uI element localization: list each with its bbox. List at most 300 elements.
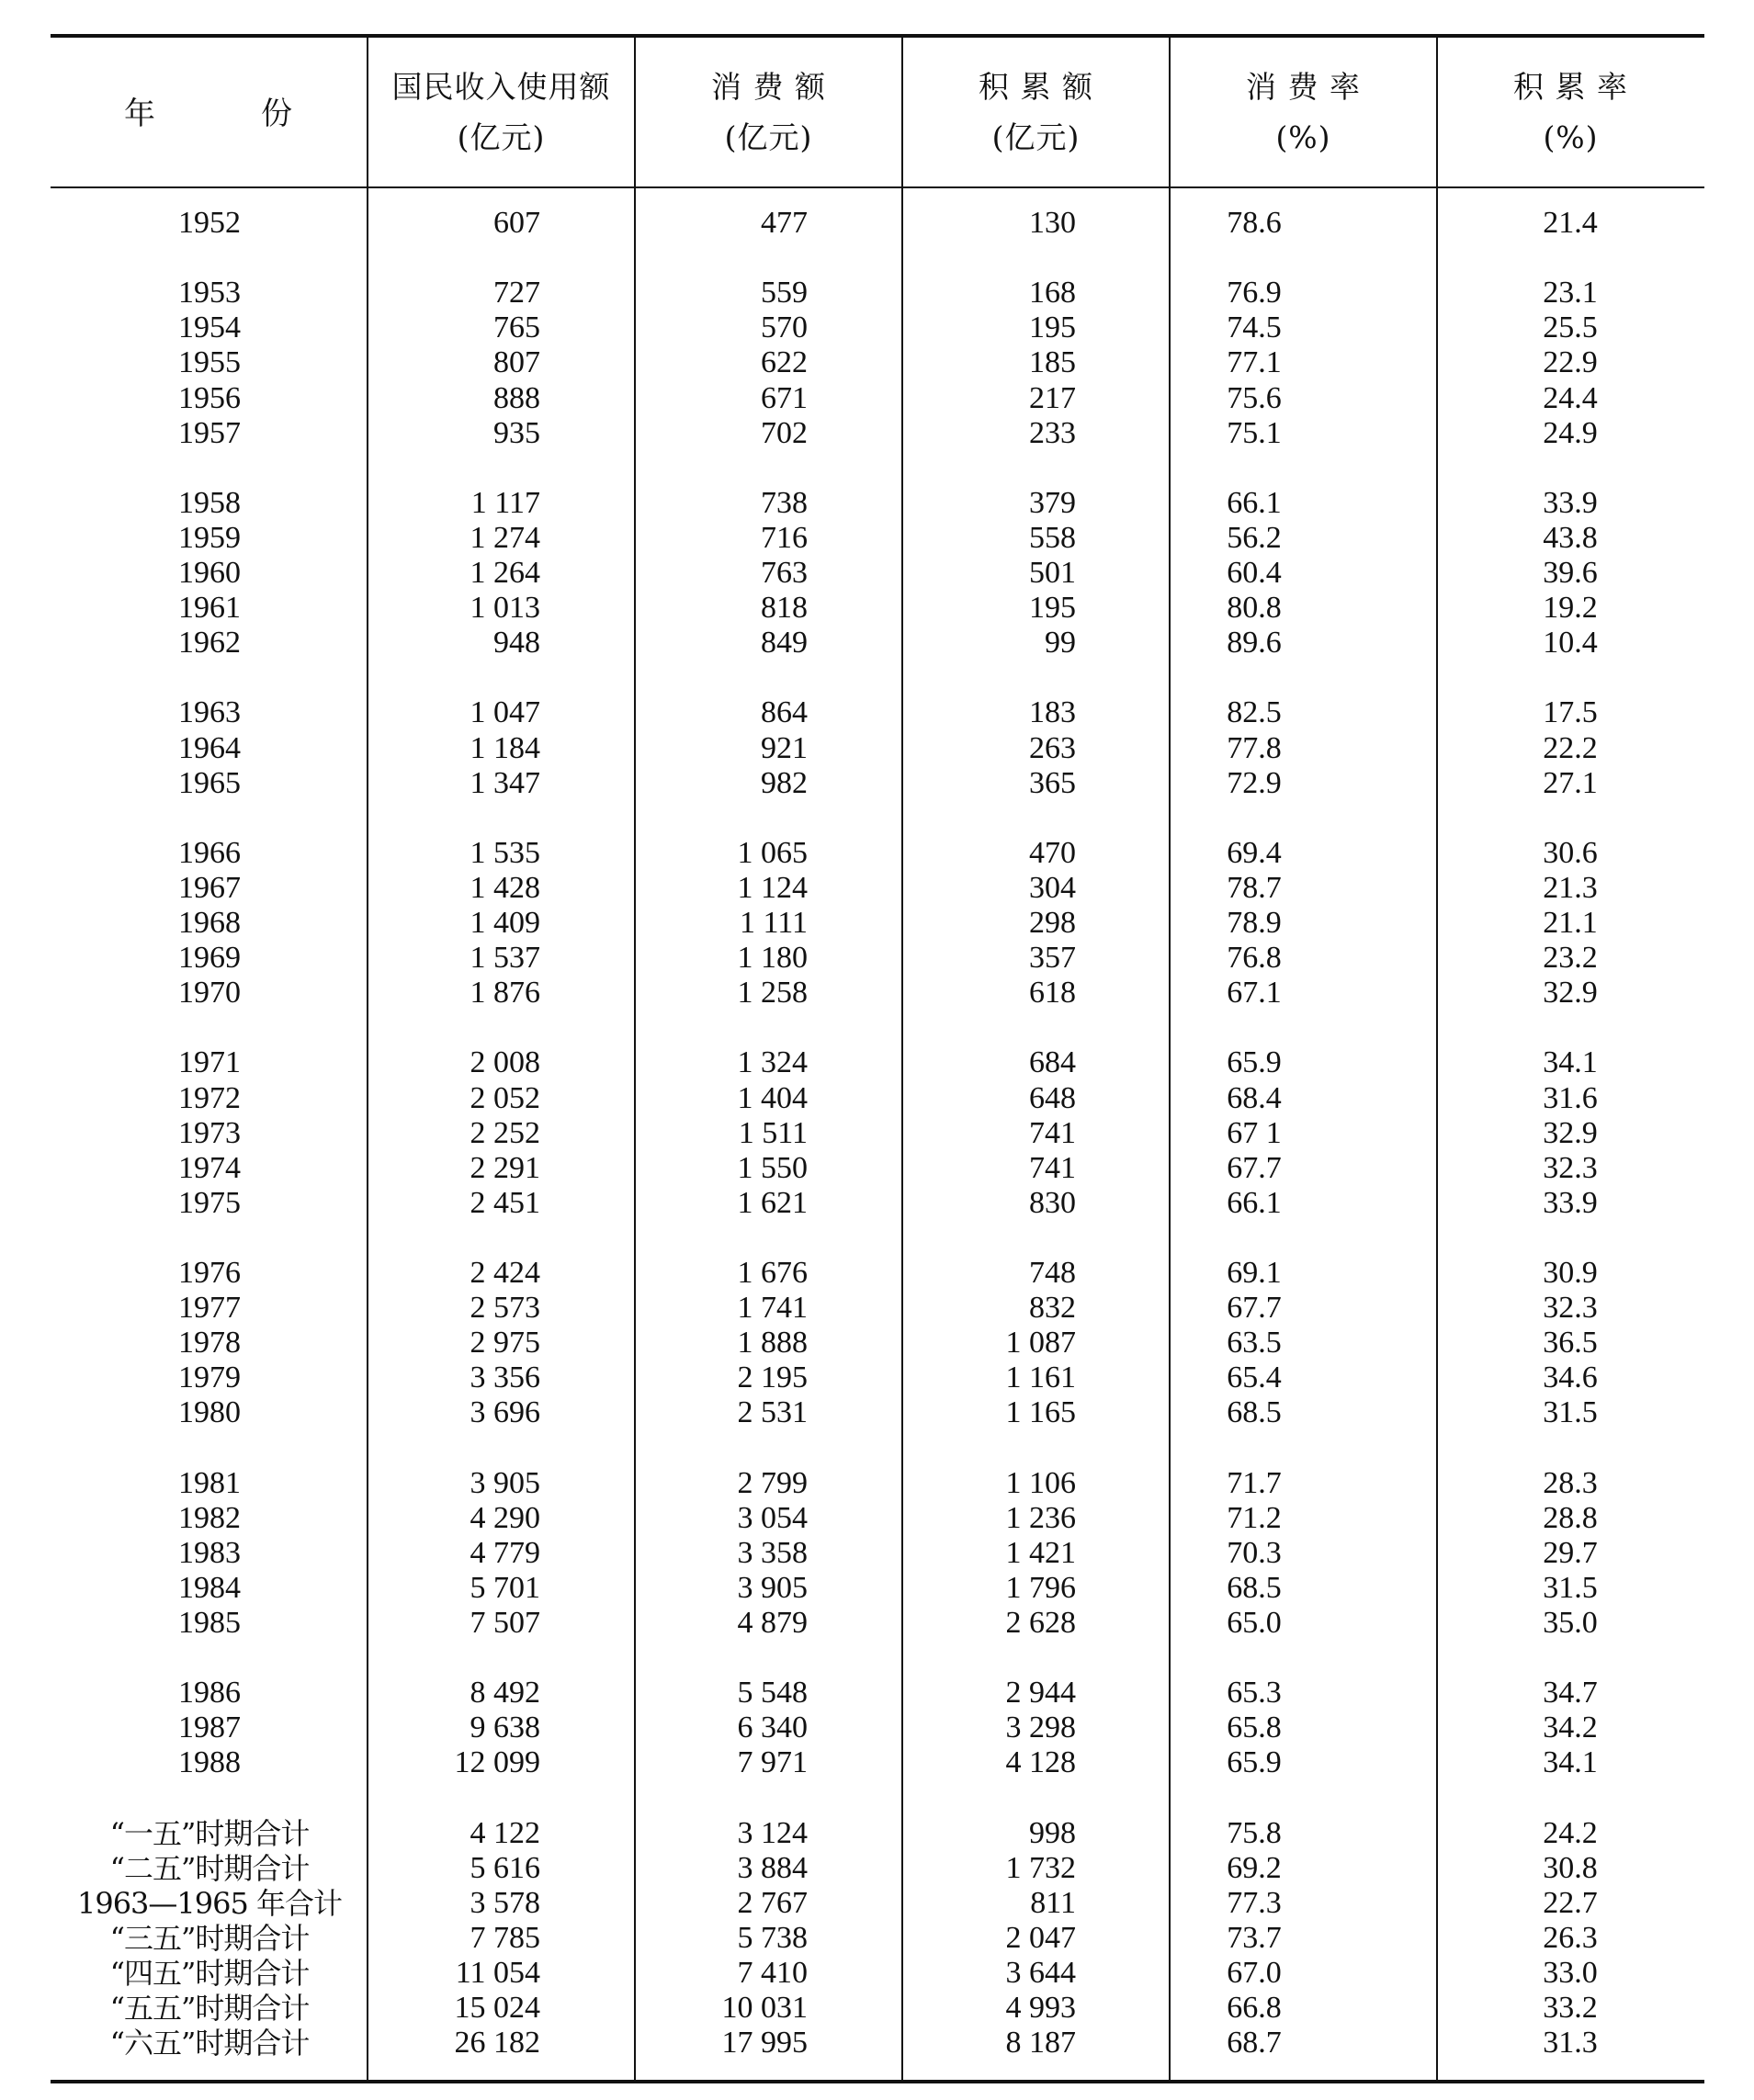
consumption-rate-cell: 68.5	[1227, 1570, 1282, 1605]
consumption-cell: 1 676	[737, 1256, 808, 1290]
consumption-cell: 1 888	[737, 1326, 808, 1360]
consumption-rate-cell: 75.6	[1227, 380, 1282, 415]
year-cell: 1985	[178, 1606, 241, 1640]
consumption-rate-cell: 67.7	[1227, 1150, 1282, 1185]
consumption-cell: 1 180	[737, 941, 808, 976]
consumption-rate-cell: 65.0	[1227, 1606, 1282, 1640]
accumulation-cell: 263	[1029, 730, 1076, 765]
accumulation-rate-cell: 28.8	[1543, 1500, 1598, 1535]
year-cell: 1974	[178, 1150, 241, 1185]
year-cell: 1953	[178, 276, 241, 310]
accumulation-rate-cell: 33.0	[1543, 1956, 1598, 1990]
income-cell: 1 876	[470, 976, 540, 1010]
table-row	[0, 591, 1754, 626]
consumption-cell: 864	[761, 695, 808, 730]
accumulation-rate-cell: 22.9	[1543, 345, 1598, 380]
header-accumulation	[903, 38, 1169, 186]
consumption-cell: 570	[761, 310, 808, 345]
accumulation-rate-cell: 27.1	[1543, 765, 1598, 800]
income-cell: 727	[493, 276, 540, 310]
accumulation-cell: 1 106	[1005, 1465, 1076, 1500]
table-row	[0, 1501, 1754, 1536]
accumulation-cell: 4 128	[1005, 1745, 1076, 1780]
income-cell: 2 252	[470, 1115, 540, 1150]
accumulation-cell: 8 187	[1005, 2026, 1076, 2060]
accumulation-cell: 648	[1029, 1080, 1076, 1115]
table-row	[0, 1116, 1754, 1151]
income-cell: 3 578	[470, 1885, 540, 1920]
table-header-rule	[51, 186, 1704, 188]
income-cell: 948	[493, 626, 540, 660]
income-cell: 1 537	[470, 941, 540, 976]
table-row	[0, 1536, 1754, 1571]
accumulation-cell: 741	[1029, 1150, 1076, 1185]
table-row	[0, 1256, 1754, 1291]
income-cell: 2 975	[470, 1326, 540, 1360]
accumulation-rate-cell: 21.3	[1543, 870, 1598, 905]
table-row	[0, 1186, 1754, 1221]
year-cell: 1960	[178, 556, 241, 590]
income-cell: 935	[493, 415, 540, 450]
consumption-cell: 559	[761, 276, 808, 310]
year-cell: 1972	[178, 1080, 241, 1115]
accumulation-cell: 684	[1029, 1045, 1076, 1080]
consumption-cell: 818	[761, 591, 808, 626]
table-row	[0, 695, 1754, 730]
accumulation-cell: 1 796	[1005, 1570, 1076, 1605]
consumption-rate-cell: 69.2	[1227, 1850, 1282, 1885]
accumulation-cell: 304	[1029, 870, 1076, 905]
income-cell: 11 054	[455, 1956, 540, 1990]
consumption-rate-cell: 78.7	[1227, 870, 1282, 905]
consumption-rate-cell: 65.3	[1227, 1676, 1282, 1710]
consumption-rate-cell: 73.7	[1227, 1920, 1282, 1955]
consumption-rate-cell: 89.6	[1227, 626, 1282, 660]
income-cell: 15 024	[454, 1991, 540, 2026]
consumption-rate-cell: 68.4	[1227, 1080, 1282, 1115]
consumption-cell: 849	[761, 626, 808, 660]
consumption-cell: 622	[761, 345, 808, 380]
accumulation-rate-cell: 28.3	[1543, 1465, 1598, 1500]
consumption-rate-cell: 75.1	[1227, 415, 1282, 450]
consumption-cell: 6 340	[737, 1710, 808, 1745]
accumulation-cell: 998	[1029, 1815, 1076, 1850]
table-row	[0, 416, 1754, 451]
header-income-title: 国民收入使用额	[391, 69, 611, 105]
accumulation-rate-cell: 30.6	[1543, 835, 1598, 870]
consumption-rate-cell: 74.5	[1227, 310, 1282, 345]
consumption-cell: 1 741	[737, 1291, 808, 1326]
table-row	[0, 1571, 1754, 1606]
accumulation-rate-cell: 24.9	[1543, 415, 1598, 450]
consumption-rate-cell: 65.9	[1227, 1745, 1282, 1780]
consumption-rate-cell: 78.9	[1227, 906, 1282, 940]
consumption-rate-cell: 76.9	[1227, 276, 1282, 310]
table-row	[0, 906, 1754, 941]
consumption-rate-cell: 66.8	[1227, 1991, 1282, 2026]
year-cell: 1967	[178, 870, 241, 905]
year-cell: 1970	[178, 976, 241, 1010]
income-cell: 26 182	[454, 2026, 540, 2060]
consumption-rate-cell: 71.7	[1227, 1465, 1282, 1500]
header-consumption-unit: (亿元)	[724, 119, 813, 155]
table-row	[0, 626, 1754, 660]
year-cell: 1971	[178, 1045, 241, 1080]
consumption-cell: 702	[761, 415, 808, 450]
year-cell: 1957	[178, 415, 241, 450]
consumption-cell: 3 358	[737, 1535, 808, 1570]
income-cell: 1 117	[470, 485, 540, 520]
header-consumption-title: 消 费 额	[711, 69, 826, 105]
year-cell: 1952	[178, 206, 241, 240]
accumulation-rate-cell: 39.6	[1543, 556, 1598, 590]
year-cell: 1983	[178, 1535, 241, 1570]
consumption-cell: 921	[761, 730, 808, 765]
consumption-cell: 5 738	[737, 1920, 808, 1955]
income-cell: 765	[493, 310, 540, 345]
year-cell: 1975	[178, 1185, 241, 1220]
accumulation-rate-cell: 30.9	[1543, 1256, 1598, 1290]
year-cell: 1980	[178, 1395, 241, 1430]
income-cell: 1 347	[470, 765, 540, 800]
table-bottom-rule	[51, 2080, 1704, 2083]
header-accumulation-rate-title: 积 累 率	[1513, 69, 1628, 105]
accumulation-rate-cell: 34.7	[1543, 1676, 1598, 1710]
consumption-rate-cell: 70.3	[1227, 1535, 1282, 1570]
accumulation-rate-cell: 31.6	[1543, 1080, 1598, 1115]
accumulation-cell: 357	[1029, 941, 1076, 976]
consumption-rate-cell: 77.1	[1227, 345, 1282, 380]
year-cell: 1961	[178, 591, 241, 626]
table-row	[0, 556, 1754, 591]
table-row	[0, 1851, 1754, 1886]
accumulation-rate-cell: 34.1	[1543, 1045, 1598, 1080]
accumulation-rate-cell: 32.9	[1543, 1115, 1598, 1150]
accumulation-cell: 233	[1029, 415, 1076, 450]
income-cell: 1 184	[470, 730, 540, 765]
year-cell: 1982	[178, 1500, 241, 1535]
table-row	[0, 1045, 1754, 1080]
accumulation-rate-cell: 24.2	[1543, 1815, 1598, 1850]
table-row	[0, 1991, 1754, 2026]
income-cell: 2 291	[470, 1150, 540, 1185]
consumption-rate-cell: 63.5	[1227, 1326, 1282, 1360]
income-cell: 2 573	[470, 1291, 540, 1326]
consumption-cell: 3 884	[737, 1850, 808, 1885]
accumulation-cell: 1 421	[1005, 1535, 1076, 1570]
accumulation-cell: 1 165	[1005, 1395, 1076, 1430]
accumulation-cell: 130	[1029, 206, 1076, 240]
consumption-cell: 7 971	[737, 1745, 808, 1780]
year-cell: 1966	[178, 835, 241, 870]
income-cell: 3 356	[470, 1360, 540, 1395]
year-cell: 1978	[178, 1326, 241, 1360]
accumulation-cell: 2 628	[1005, 1606, 1076, 1640]
consumption-cell: 10 031	[721, 1991, 808, 2026]
accumulation-cell: 217	[1029, 380, 1076, 415]
consumption-cell: 1 065	[737, 835, 808, 870]
consumption-rate-cell: 60.4	[1227, 556, 1282, 590]
table-row	[0, 1710, 1754, 1745]
income-cell: 2 451	[470, 1185, 540, 1220]
accumulation-rate-cell: 22.2	[1543, 730, 1598, 765]
accumulation-rate-cell: 17.5	[1543, 695, 1598, 730]
consumption-cell: 738	[761, 485, 808, 520]
accumulation-rate-cell: 31.3	[1543, 2026, 1598, 2060]
consumption-cell: 3 054	[737, 1500, 808, 1535]
table-row	[0, 1745, 1754, 1780]
income-cell: 3 905	[470, 1465, 540, 1500]
year-cell: 1984	[178, 1570, 241, 1605]
table-row	[0, 836, 1754, 871]
income-cell: 4 779	[470, 1535, 540, 1570]
year-cell: “二五”时期合计	[109, 1850, 310, 1886]
year-cell: 1964	[178, 730, 241, 765]
income-cell: 7 785	[470, 1920, 540, 1955]
year-cell: 1988	[178, 1745, 241, 1780]
table-row	[0, 976, 1754, 1010]
income-cell: 807	[493, 345, 540, 380]
accumulation-cell: 558	[1029, 520, 1076, 555]
accumulation-rate-cell: 31.5	[1543, 1570, 1598, 1605]
year-cell: “五五”时期合计	[109, 1991, 310, 2027]
accumulation-cell: 2 944	[1005, 1676, 1076, 1710]
accumulation-rate-cell: 43.8	[1543, 520, 1598, 555]
accumulation-rate-cell: 19.2	[1543, 591, 1598, 626]
header-year-char-1: 年	[124, 96, 155, 132]
consumption-cell: 7 410	[737, 1956, 808, 1990]
table-row	[0, 310, 1754, 345]
accumulation-cell: 379	[1029, 485, 1076, 520]
table-row	[0, 381, 1754, 416]
consumption-cell: 1 124	[737, 870, 808, 905]
consumption-cell: 716	[761, 520, 808, 555]
header-consumption-rate	[1171, 38, 1436, 186]
consumption-cell: 763	[761, 556, 808, 590]
year-cell: “四五”时期合计	[109, 1956, 310, 1991]
consumption-cell: 982	[761, 765, 808, 800]
consumption-rate-cell: 71.2	[1227, 1500, 1282, 1535]
consumption-rate-cell: 66.1	[1227, 485, 1282, 520]
table-row	[0, 1360, 1754, 1395]
year-cell: “六五”时期合计	[109, 2026, 310, 2061]
accumulation-cell: 195	[1029, 310, 1076, 345]
table-row	[0, 1395, 1754, 1430]
accumulation-rate-cell: 34.1	[1543, 1745, 1598, 1780]
header-accumulation-rate	[1438, 38, 1703, 186]
accumulation-rate-cell: 32.3	[1543, 1291, 1598, 1326]
consumption-rate-cell: 67 1	[1227, 1115, 1282, 1150]
accumulation-cell: 365	[1029, 765, 1076, 800]
accumulation-cell: 2 047	[1005, 1920, 1076, 1955]
year-cell: 1969	[178, 941, 241, 976]
table-row	[0, 486, 1754, 521]
table-row	[0, 1956, 1754, 1991]
accumulation-cell: 748	[1029, 1256, 1076, 1290]
accumulation-cell: 4 993	[1005, 1991, 1076, 2026]
accumulation-cell: 1 087	[1005, 1326, 1076, 1360]
table-row	[0, 1291, 1754, 1326]
table-row	[0, 1466, 1754, 1501]
consumption-cell: 1 621	[737, 1185, 808, 1220]
accumulation-rate-cell: 34.2	[1543, 1710, 1598, 1745]
consumption-rate-cell: 69.1	[1227, 1256, 1282, 1290]
consumption-rate-cell: 65.4	[1227, 1360, 1282, 1395]
income-cell: 1 535	[470, 835, 540, 870]
year-cell: 1954	[178, 310, 241, 345]
accumulation-cell: 832	[1029, 1291, 1076, 1326]
accumulation-cell: 185	[1029, 345, 1076, 380]
table-row	[0, 1816, 1754, 1851]
year-cell: 1958	[178, 485, 241, 520]
consumption-cell: 1 404	[737, 1080, 808, 1115]
consumption-cell: 671	[761, 380, 808, 415]
year-cell: “三五”时期合计	[109, 1920, 310, 1956]
accumulation-rate-cell: 22.7	[1543, 1885, 1598, 1920]
income-cell: 2 052	[470, 1080, 540, 1115]
consumption-rate-cell: 77.8	[1227, 730, 1282, 765]
accumulation-rate-cell: 32.3	[1543, 1150, 1598, 1185]
table-row	[0, 1081, 1754, 1116]
consumption-rate-cell: 65.9	[1227, 1045, 1282, 1080]
header-income	[368, 38, 634, 186]
consumption-cell: 1 324	[737, 1045, 808, 1080]
accumulation-rate-cell: 35.0	[1543, 1606, 1598, 1640]
income-cell: 1 409	[470, 906, 540, 940]
table-row	[0, 1606, 1754, 1641]
header-consumption-rate-title: 消 费 率	[1246, 69, 1361, 105]
consumption-rate-cell: 56.2	[1227, 520, 1282, 555]
accumulation-rate-cell: 21.1	[1543, 906, 1598, 940]
accumulation-rate-cell: 33.9	[1543, 485, 1598, 520]
income-cell: 5 616	[470, 1850, 540, 1885]
income-cell: 1 013	[470, 591, 540, 626]
header-consumption	[636, 38, 901, 186]
table-row	[0, 521, 1754, 556]
year-cell: 1973	[178, 1115, 241, 1150]
accumulation-cell: 741	[1029, 1115, 1076, 1150]
consumption-cell: 1 258	[737, 976, 808, 1010]
income-cell: 5 701	[470, 1570, 540, 1605]
year-cell: 1981	[178, 1465, 241, 1500]
income-cell: 9 638	[470, 1710, 540, 1745]
year-cell: 1962	[178, 626, 241, 660]
consumption-rate-cell: 82.5	[1227, 695, 1282, 730]
consumption-rate-cell: 67.1	[1227, 976, 1282, 1010]
table-row	[0, 1921, 1754, 1956]
accumulation-cell: 99	[1045, 626, 1076, 660]
accumulation-rate-cell: 34.6	[1543, 1360, 1598, 1395]
income-cell: 1 274	[470, 520, 540, 555]
year-cell: 1987	[178, 1710, 241, 1745]
accumulation-cell: 3 644	[1005, 1956, 1076, 1990]
consumption-cell: 3 905	[737, 1570, 808, 1605]
year-cell: 1986	[178, 1676, 241, 1710]
year-cell: 1963	[178, 695, 241, 730]
accumulation-cell: 1 236	[1005, 1500, 1076, 1535]
year-cell: “一五”时期合计	[109, 1815, 310, 1851]
consumption-rate-cell: 68.7	[1227, 2026, 1282, 2060]
table-row	[0, 941, 1754, 976]
consumption-rate-cell: 76.8	[1227, 941, 1282, 976]
consumption-rate-cell: 80.8	[1227, 591, 1282, 626]
consumption-cell: 477	[761, 206, 808, 240]
consumption-rate-cell: 72.9	[1227, 765, 1282, 800]
accumulation-rate-cell: 10.4	[1543, 626, 1598, 660]
accumulation-cell: 1 732	[1005, 1850, 1076, 1885]
accumulation-rate-cell: 31.5	[1543, 1395, 1598, 1430]
table-row	[0, 1151, 1754, 1186]
table-row	[0, 1676, 1754, 1710]
accumulation-cell: 1 161	[1005, 1360, 1076, 1395]
year-cell: 1965	[178, 765, 241, 800]
accumulation-cell: 618	[1029, 976, 1076, 1010]
accumulation-cell: 168	[1029, 276, 1076, 310]
income-cell: 888	[493, 380, 540, 415]
accumulation-rate-cell: 32.9	[1543, 976, 1598, 1010]
income-cell: 607	[493, 206, 540, 240]
accumulation-cell: 830	[1029, 1185, 1076, 1220]
consumption-rate-cell: 75.8	[1227, 1815, 1282, 1850]
accumulation-rate-cell: 36.5	[1543, 1326, 1598, 1360]
consumption-rate-cell: 67.7	[1227, 1291, 1282, 1326]
year-cell: 1976	[178, 1256, 241, 1290]
accumulation-cell: 183	[1029, 695, 1076, 730]
accumulation-rate-cell: 29.7	[1543, 1535, 1598, 1570]
year-cell: 1963—1965 年合计	[76, 1885, 343, 1921]
consumption-rate-cell: 65.8	[1227, 1710, 1282, 1745]
year-cell: 1979	[178, 1360, 241, 1395]
accumulation-cell: 195	[1029, 591, 1076, 626]
income-cell: 12 099	[454, 1745, 540, 1780]
consumption-cell: 2 195	[737, 1360, 808, 1395]
accumulation-rate-cell: 33.2	[1543, 1991, 1598, 2026]
income-cell: 1 047	[470, 695, 540, 730]
consumption-rate-cell: 66.1	[1227, 1185, 1282, 1220]
income-cell: 1 428	[470, 870, 540, 905]
consumption-cell: 2 799	[737, 1465, 808, 1500]
consumption-rate-cell: 67.0	[1227, 1956, 1282, 1990]
consumption-cell: 5 548	[737, 1676, 808, 1710]
income-cell: 2 008	[470, 1045, 540, 1080]
accumulation-cell: 501	[1029, 556, 1076, 590]
year-cell: 1955	[178, 345, 241, 380]
header-income-unit: (亿元)	[457, 119, 546, 155]
year-cell: 1977	[178, 1291, 241, 1326]
consumption-cell: 2 767	[737, 1885, 808, 1920]
header-year	[52, 38, 367, 186]
consumption-rate-cell: 69.4	[1227, 835, 1282, 870]
income-cell: 3 696	[470, 1395, 540, 1430]
income-cell: 4 122	[470, 1815, 540, 1850]
consumption-cell: 1 111	[740, 906, 808, 940]
income-cell: 7 507	[470, 1606, 540, 1640]
table-row	[0, 766, 1754, 801]
accumulation-cell: 298	[1029, 906, 1076, 940]
accumulation-rate-cell: 21.4	[1543, 206, 1598, 240]
consumption-rate-cell: 68.5	[1227, 1395, 1282, 1430]
table-row	[0, 1886, 1754, 1921]
header-year-char-2: 份	[261, 96, 292, 132]
accumulation-rate-cell: 33.9	[1543, 1185, 1598, 1220]
accumulation-rate-cell: 26.3	[1543, 1920, 1598, 1955]
accumulation-rate-cell: 24.4	[1543, 380, 1598, 415]
year-cell: 1956	[178, 380, 241, 415]
consumption-cell: 2 531	[737, 1395, 808, 1430]
accumulation-rate-cell: 23.2	[1543, 941, 1598, 976]
table-row	[0, 871, 1754, 906]
consumption-rate-cell: 77.3	[1227, 1885, 1282, 1920]
